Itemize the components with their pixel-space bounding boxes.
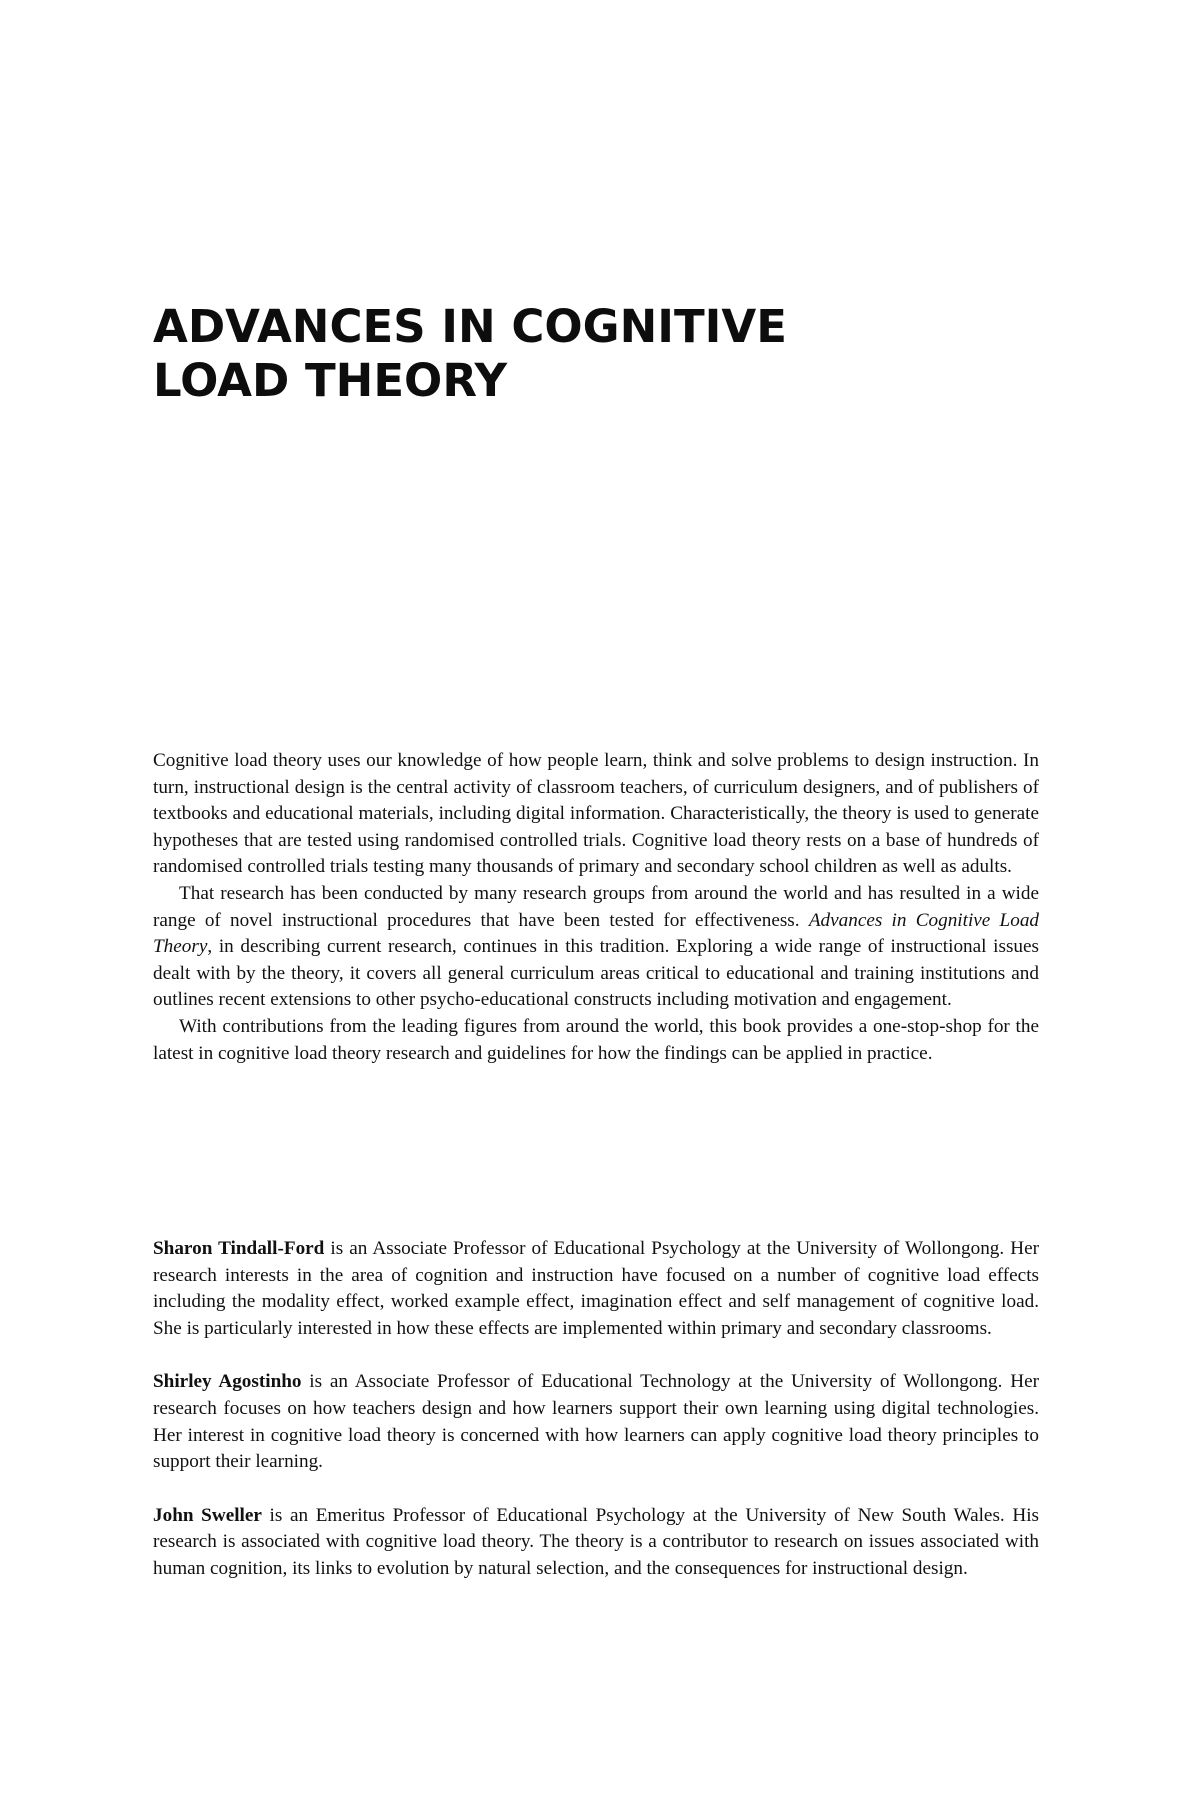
book-title-line-2: LOAD THEORY <box>153 354 508 407</box>
description-paragraph-2-end: , in describing current research, continues in this tradition. Exploring a wide range of instructional issues dealt with by the theory, it covers all general curriculum areas critical to educational and training institutions and outlines recent extensions to other psycho-educational constructs including motivation and engagement. <box>153 936 1039 1011</box>
author-name: Shirley Agostinho <box>153 1371 302 1393</box>
author-bio-tindall-ford <box>153 1236 1039 1342</box>
description-paragraph-2-start: That research has been conducted by many research groups from around the world and has resulted in a wide range of novel instructional procedures that have been tested for effectiveness. <box>153 882 1039 931</box>
description-paragraph-1: Cognitive load theory uses our knowledge of how people learn, think and solve problems to design instruction. In turn, instructional design is the central activity of classroom teachers, of curriculum designers, and of publishers of textbooks and educational materials, including digital information. Characteristically, the theory is used to generate hypotheses that are tested using randomised controlled trials. Cognitive load theory rests on a base of hundreds of randomised controlled trials testing many thousands of primary and secondary school children as well as adults. <box>153 750 1039 878</box>
description-paragraph-3: With contributions from the leading figures from around the world, this book provides a one-stop-shop for the latest in cognitive load theory research and guidelines for how the findings can be applied in practice. <box>153 1015 1039 1064</box>
description-paragraph-2 <box>153 881 1039 1014</box>
author-bio-text: is an Associate Professor of Educational Psychology at the University of Wollongong. Her research interests in the area of cognition and instruction have focused on a number of cognitive load effects including the modality effect, worked example effect, imagination effect and self management of cognitive load. She is particularly interested in how these effects are implemented within primary and secondary classrooms. <box>153 1238 1040 1339</box>
author-name: John Sweller <box>153 1504 262 1526</box>
book-description <box>153 748 1039 1067</box>
author-bio-agostinho <box>153 1369 1039 1475</box>
author-bio-text: is an Associate Professor of Educational Technology at the University of Wollongong. Her research focuses on how teachers design and how learners support their own learning using digital technologies. Her interest in cognitive load theory is concerned with how learners can apply cognitive load theory principles to support their learning. <box>153 1371 1039 1473</box>
book-title-italic: Advances in Cognitive Load Theory <box>153 909 1040 958</box>
author-bios <box>153 1236 1039 1610</box>
author-bio-sweller <box>153 1503 1039 1583</box>
book-title <box>153 300 913 408</box>
author-name: Sharon Tindall-Ford <box>153 1238 325 1259</box>
author-bio-text: is an Emeritus Professor of Educational Psychology at the University of New South Wales. His research is associated with cognitive load theory. The theory is a contributor to research on issues associated with human cognition, its links to evolution by natural selection, and the consequences for instructional design. <box>153 1504 1039 1579</box>
book-title-line-1: ADVANCES IN COGNITIVE <box>153 300 787 353</box>
